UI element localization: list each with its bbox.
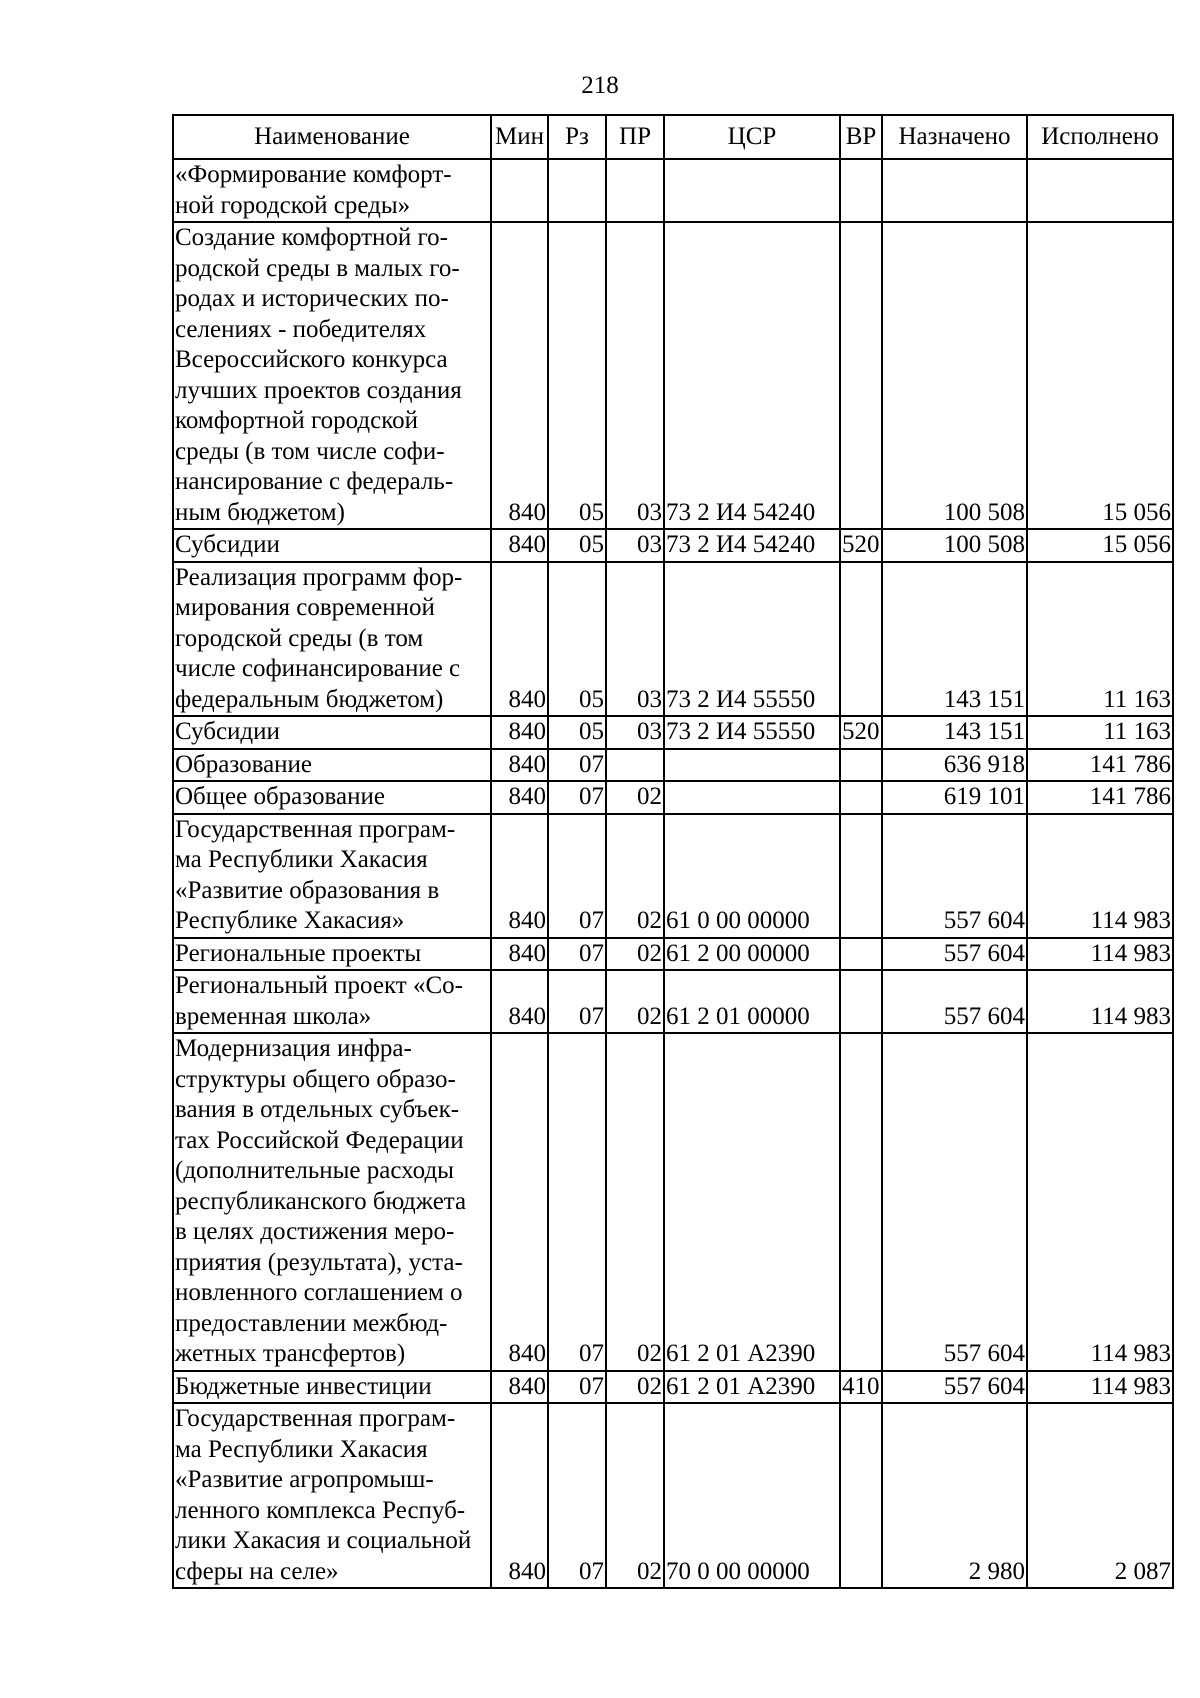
cell-rz: 05 bbox=[548, 562, 606, 717]
cell-min: 840 bbox=[491, 716, 548, 749]
cell-min: 840 bbox=[491, 781, 548, 814]
cell-min: 840 bbox=[491, 938, 548, 971]
cell-name-line: комфортной городской bbox=[175, 407, 419, 434]
cell-vr bbox=[840, 1403, 882, 1588]
cell-name-line: селениях - победителях bbox=[175, 315, 427, 343]
table-row bbox=[173, 938, 1173, 971]
cell-executed: 15 056 bbox=[1027, 222, 1173, 529]
table-row bbox=[173, 1033, 1173, 1371]
cell-vr: 520 bbox=[840, 529, 882, 562]
cell-assigned: 100 508 bbox=[882, 222, 1027, 529]
table-row bbox=[173, 529, 1173, 562]
cell-executed: 114 983 bbox=[1027, 814, 1173, 938]
cell-name-line: ма Республики Хакасия bbox=[175, 846, 428, 873]
cell-csr: 61 2 00 00000 bbox=[664, 938, 840, 971]
cell-assigned bbox=[882, 159, 1027, 222]
cell-vr bbox=[840, 781, 882, 814]
cell-vr bbox=[840, 938, 882, 971]
cell-min: 840 bbox=[491, 562, 548, 717]
cell-csr bbox=[664, 781, 840, 814]
cell-pr: 02 bbox=[606, 938, 664, 971]
cell-rz: 07 bbox=[548, 781, 606, 814]
column-header-min: Мин bbox=[491, 115, 548, 159]
cell-min: 840 bbox=[491, 1371, 548, 1404]
cell-name-line: «Формирование комфорт- bbox=[175, 161, 452, 188]
cell-assigned: 557 604 bbox=[882, 814, 1027, 938]
cell-csr: 73 2 И4 55550 bbox=[664, 562, 840, 717]
cell-assigned: 619 101 bbox=[882, 781, 1027, 814]
page-number: 218 bbox=[581, 72, 619, 99]
cell-csr bbox=[664, 159, 840, 222]
cell-rz: 05 bbox=[548, 716, 606, 749]
cell-name bbox=[173, 716, 491, 749]
table-row bbox=[173, 781, 1173, 814]
cell-name-line: (дополнительные расходы bbox=[175, 1157, 454, 1184]
cell-name-line: в целях достижения меро- bbox=[175, 1218, 455, 1245]
cell-name bbox=[173, 1403, 491, 1588]
cell-name-line: городской среды (в том bbox=[175, 624, 424, 652]
cell-assigned: 143 151 bbox=[882, 562, 1027, 717]
cell-name-line: тах Российской Федерации bbox=[175, 1126, 464, 1154]
cell-name-line: Республике Хакасия» bbox=[175, 907, 405, 934]
table-row bbox=[173, 562, 1173, 717]
cell-pr: 02 bbox=[606, 814, 664, 938]
table-body bbox=[173, 159, 1173, 1588]
cell-name-line: предоставлении межбюд- bbox=[175, 1309, 448, 1337]
cell-name-line: Субсидии bbox=[175, 531, 280, 558]
cell-pr: 02 bbox=[606, 1033, 664, 1371]
cell-rz: 07 bbox=[548, 1403, 606, 1588]
cell-rz: 05 bbox=[548, 529, 606, 562]
cell-pr bbox=[606, 749, 664, 782]
cell-name-line: вания в отдельных субъек- bbox=[175, 1096, 460, 1123]
cell-name-line: числе софинансирование с bbox=[175, 655, 461, 682]
cell-name-line: родской среды в малых го- bbox=[175, 254, 460, 282]
cell-min: 840 bbox=[491, 814, 548, 938]
cell-executed: 11 163 bbox=[1027, 716, 1173, 749]
cell-name-line: нансирование с федераль- bbox=[175, 468, 454, 495]
cell-name-line: Государственная програм- bbox=[175, 1405, 456, 1432]
cell-name-line: Реализация программ фор- bbox=[175, 563, 463, 591]
cell-name-line: Модернизация инфра- bbox=[175, 1035, 412, 1062]
cell-name-line: жетных трансфертов) bbox=[175, 1340, 406, 1367]
cell-rz: 07 bbox=[548, 970, 606, 1033]
table-row bbox=[173, 814, 1173, 938]
cell-name-line: Региональный проект «Со- bbox=[175, 972, 463, 999]
cell-vr bbox=[840, 1033, 882, 1371]
cell-rz: 05 bbox=[548, 222, 606, 529]
cell-name-line: Всероссийского конкурса bbox=[175, 346, 448, 373]
cell-rz: 07 bbox=[548, 1371, 606, 1404]
cell-name bbox=[173, 1371, 491, 1404]
cell-name-line: лики Хакасия и социальной bbox=[175, 1527, 472, 1554]
cell-assigned: 557 604 bbox=[882, 1033, 1027, 1371]
cell-name bbox=[173, 938, 491, 971]
cell-csr: 61 0 00 00000 bbox=[664, 814, 840, 938]
cell-name-line: родах и исторических по- bbox=[175, 285, 449, 312]
cell-name-line: среды (в том числе софи- bbox=[175, 437, 445, 465]
cell-csr: 61 2 01 А2390 bbox=[664, 1033, 840, 1371]
cell-vr bbox=[840, 814, 882, 938]
cell-name-line: сферы на селе» bbox=[175, 1557, 339, 1585]
table-row bbox=[173, 716, 1173, 749]
cell-executed: 114 983 bbox=[1027, 970, 1173, 1033]
cell-name bbox=[173, 781, 491, 814]
cell-csr bbox=[664, 749, 840, 782]
cell-pr: 02 bbox=[606, 1371, 664, 1404]
cell-vr bbox=[840, 749, 882, 782]
cell-min bbox=[491, 159, 548, 222]
column-header-assigned: Назначено bbox=[882, 115, 1027, 159]
cell-name-line: «Развитие агропромыш- bbox=[175, 1466, 434, 1493]
table-row bbox=[173, 749, 1173, 782]
cell-name-line: Региональные проекты bbox=[175, 939, 422, 967]
table-row bbox=[173, 159, 1173, 222]
cell-vr bbox=[840, 562, 882, 717]
cell-min: 840 bbox=[491, 749, 548, 782]
cell-pr: 03 bbox=[606, 562, 664, 717]
cell-rz: 07 bbox=[548, 938, 606, 971]
cell-csr: 73 2 И4 54240 bbox=[664, 222, 840, 529]
table-row bbox=[173, 1403, 1173, 1588]
cell-name bbox=[173, 562, 491, 717]
cell-name-line: ма Республики Хакасия bbox=[175, 1435, 428, 1463]
cell-min: 840 bbox=[491, 529, 548, 562]
cell-pr: 03 bbox=[606, 529, 664, 562]
cell-name-line: Субсидии bbox=[175, 718, 280, 745]
cell-name-line: ной городской среды» bbox=[175, 191, 411, 219]
cell-name-line: мирования современной bbox=[175, 594, 435, 621]
cell-rz: 07 bbox=[548, 1033, 606, 1371]
cell-name bbox=[173, 749, 491, 782]
table-row bbox=[173, 1371, 1173, 1404]
cell-name-line: Общее образование bbox=[175, 783, 385, 810]
cell-executed bbox=[1027, 159, 1173, 222]
cell-assigned: 143 151 bbox=[882, 716, 1027, 749]
cell-min: 840 bbox=[491, 222, 548, 529]
column-header-vr: ВР bbox=[840, 115, 882, 159]
cell-name bbox=[173, 529, 491, 562]
cell-vr: 410 bbox=[840, 1371, 882, 1404]
cell-pr: 02 bbox=[606, 781, 664, 814]
cell-name-line: ным бюджетом) bbox=[175, 498, 345, 526]
cell-csr: 61 2 01 А2390 bbox=[664, 1371, 840, 1404]
cell-min: 840 bbox=[491, 1033, 548, 1371]
column-header-pr: ПР bbox=[606, 115, 664, 159]
table-header-row bbox=[173, 115, 1173, 159]
cell-rz bbox=[548, 159, 606, 222]
cell-rz: 07 bbox=[548, 814, 606, 938]
cell-vr: 520 bbox=[840, 716, 882, 749]
cell-name bbox=[173, 814, 491, 938]
cell-name-line: Создание комфортной го- bbox=[175, 224, 448, 251]
cell-assigned: 557 604 bbox=[882, 970, 1027, 1033]
cell-pr: 02 bbox=[606, 1403, 664, 1588]
cell-csr: 61 2 01 00000 bbox=[664, 970, 840, 1033]
cell-name bbox=[173, 970, 491, 1033]
cell-name-line: новленного соглашением о bbox=[175, 1279, 463, 1306]
column-header-csr: ЦСР bbox=[664, 115, 840, 159]
cell-name-line: ленного комплекса Респуб- bbox=[175, 1496, 466, 1524]
cell-csr: 73 2 И4 55550 bbox=[664, 716, 840, 749]
cell-executed: 114 983 bbox=[1027, 1033, 1173, 1371]
cell-name-line: временная школа» bbox=[175, 1002, 372, 1030]
cell-executed: 11 163 bbox=[1027, 562, 1173, 717]
cell-assigned: 636 918 bbox=[882, 749, 1027, 782]
cell-assigned: 100 508 bbox=[882, 529, 1027, 562]
table-row bbox=[173, 222, 1173, 529]
cell-csr: 70 0 00 00000 bbox=[664, 1403, 840, 1588]
column-header-rz: Рз bbox=[548, 115, 606, 159]
cell-name-line: лучших проектов создания bbox=[175, 376, 462, 404]
cell-executed: 15 056 bbox=[1027, 529, 1173, 562]
cell-min: 840 bbox=[491, 970, 548, 1033]
cell-name bbox=[173, 159, 491, 222]
cell-executed: 114 983 bbox=[1027, 1371, 1173, 1404]
cell-min: 840 bbox=[491, 1403, 548, 1588]
column-header-executed: Исполнено bbox=[1027, 115, 1173, 159]
cell-name bbox=[173, 222, 491, 529]
cell-csr: 73 2 И4 54240 bbox=[664, 529, 840, 562]
cell-executed: 2 087 bbox=[1027, 1403, 1173, 1588]
cell-rz: 07 bbox=[548, 749, 606, 782]
cell-name-line: Государственная програм- bbox=[175, 815, 456, 843]
cell-vr bbox=[840, 970, 882, 1033]
budget-table bbox=[172, 114, 1174, 1589]
cell-name-line: Бюджетные инвестиции bbox=[175, 1372, 432, 1400]
cell-assigned: 557 604 bbox=[882, 1371, 1027, 1404]
cell-pr: 03 bbox=[606, 716, 664, 749]
cell-vr bbox=[840, 159, 882, 222]
cell-name-line: «Развитие образования в bbox=[175, 876, 440, 904]
cell-name-line: Образование bbox=[175, 750, 313, 778]
cell-executed: 141 786 bbox=[1027, 781, 1173, 814]
cell-assigned: 557 604 bbox=[882, 938, 1027, 971]
cell-pr: 02 bbox=[606, 970, 664, 1033]
cell-pr: 03 bbox=[606, 222, 664, 529]
cell-executed: 141 786 bbox=[1027, 749, 1173, 782]
cell-name-line: федеральным бюджетом) bbox=[175, 685, 444, 713]
cell-name-line: республиканского бюджета bbox=[175, 1187, 467, 1215]
cell-executed: 114 983 bbox=[1027, 938, 1173, 971]
column-header-name: Наименование bbox=[173, 115, 491, 159]
cell-vr bbox=[840, 222, 882, 529]
cell-name bbox=[173, 1033, 491, 1371]
cell-assigned: 2 980 bbox=[882, 1403, 1027, 1588]
table-row bbox=[173, 970, 1173, 1033]
cell-name-line: структуры общего образо- bbox=[175, 1065, 456, 1093]
cell-name-line: приятия (результата), уста- bbox=[175, 1248, 463, 1276]
cell-pr bbox=[606, 159, 664, 222]
